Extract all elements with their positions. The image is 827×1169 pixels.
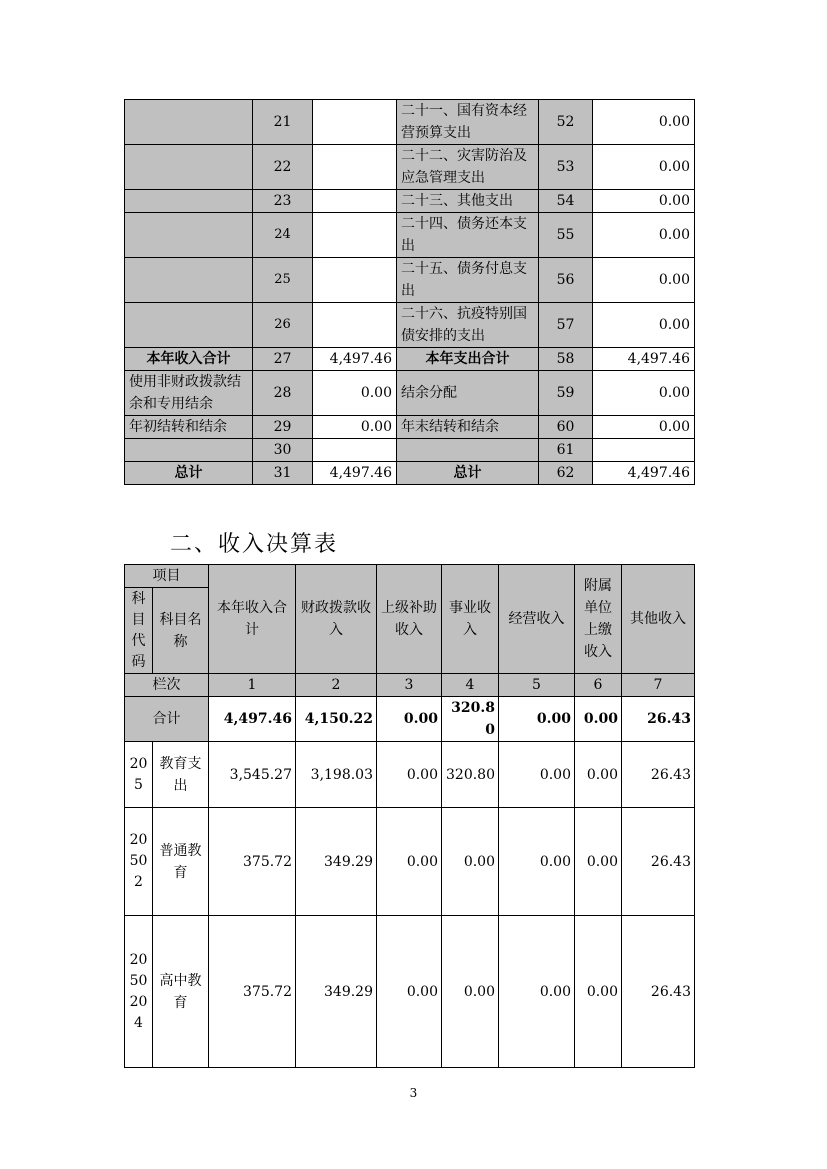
cell-value: 3,198.03 [296, 742, 377, 808]
left-row-number: 26 [253, 303, 313, 348]
left-row-number: 24 [253, 213, 313, 258]
table-row [125, 213, 695, 258]
left-item-label [125, 213, 253, 258]
right-item-label: 年末结转和结余 [397, 416, 539, 439]
column-header: 上级补助收入 [377, 565, 442, 674]
subject-code: 20502 [125, 808, 153, 916]
cell-value: 26.43 [622, 916, 695, 1068]
section-title: 二、收入决算表 [170, 532, 339, 557]
right-amount: 0.00 [593, 303, 695, 348]
right-row-number: 61 [539, 439, 593, 462]
left-item-label [125, 145, 253, 190]
left-item-label: 总计 [125, 462, 253, 485]
left-amount [313, 258, 397, 303]
cell-value: 0.00 [442, 916, 499, 1068]
left-row-number: 25 [253, 258, 313, 303]
cell-value: 0.00 [575, 742, 622, 808]
column-number: 7 [622, 674, 695, 697]
left-row-number: 29 [253, 416, 313, 439]
total-value: 0.00 [575, 697, 622, 742]
left-row-number: 31 [253, 462, 313, 485]
table-row [125, 190, 695, 213]
right-amount: 0.00 [593, 190, 695, 213]
cell-value: 26.43 [622, 742, 695, 808]
column-number-row [125, 674, 695, 697]
left-amount [313, 100, 397, 145]
left-row-number: 23 [253, 190, 313, 213]
total-value: 26.43 [622, 697, 695, 742]
left-item-label [125, 439, 253, 462]
right-row-number: 62 [539, 462, 593, 485]
total-value: 320.80 [442, 697, 499, 742]
left-amount: 4,497.46 [313, 462, 397, 485]
left-row-number: 30 [253, 439, 313, 462]
right-amount: 0.00 [593, 100, 695, 145]
column-header: 其他收入 [622, 565, 695, 674]
total-value: 0.00 [377, 697, 442, 742]
project-header: 项目 [125, 565, 209, 588]
table-row [125, 462, 695, 485]
subject-name: 教育支出 [153, 742, 209, 808]
cell-value: 349.29 [296, 916, 377, 1068]
left-amount [313, 145, 397, 190]
total-label: 合计 [125, 697, 209, 742]
column-number: 5 [499, 674, 575, 697]
right-item-label: 结余分配 [397, 371, 539, 416]
table-row [125, 258, 695, 303]
left-amount [313, 213, 397, 258]
column-header: 本年收入合计 [209, 565, 296, 674]
left-item-label: 本年收入合计 [125, 348, 253, 371]
table-row [125, 303, 695, 348]
right-row-number: 58 [539, 348, 593, 371]
left-row-number: 27 [253, 348, 313, 371]
income-final-accounts-table [124, 564, 695, 1068]
right-amount: 0.00 [593, 416, 695, 439]
table-row [125, 348, 695, 371]
right-item-label: 二十三、其他支出 [397, 190, 539, 213]
column-number-label: 栏次 [125, 674, 209, 697]
left-amount [313, 303, 397, 348]
column-number: 1 [209, 674, 296, 697]
left-row-number: 21 [253, 100, 313, 145]
cell-value: 0.00 [377, 808, 442, 916]
left-item-label [125, 190, 253, 213]
left-row-number: 22 [253, 145, 313, 190]
column-number: 2 [296, 674, 377, 697]
right-row-number: 60 [539, 416, 593, 439]
right-item-label: 本年支出合计 [397, 348, 539, 371]
right-row-number: 54 [539, 190, 593, 213]
subject-name: 高中教育 [153, 916, 209, 1068]
right-row-number: 53 [539, 145, 593, 190]
table-row [125, 439, 695, 462]
cell-value: 0.00 [377, 742, 442, 808]
total-value: 0.00 [499, 697, 575, 742]
table-row [125, 145, 695, 190]
left-item-label [125, 100, 253, 145]
cell-value: 0.00 [377, 916, 442, 1068]
total-row [125, 697, 695, 742]
right-item-label: 二十二、灾害防治及应急管理支出 [397, 145, 539, 190]
right-row-number: 57 [539, 303, 593, 348]
right-amount [593, 439, 695, 462]
right-item-label: 二十六、抗疫特别国债安排的支出 [397, 303, 539, 348]
right-item-label: 二十五、债务付息支出 [397, 258, 539, 303]
left-amount: 4,497.46 [313, 348, 397, 371]
left-item-label: 使用非财政拨款结余和专用结余 [125, 371, 253, 416]
column-number: 4 [442, 674, 499, 697]
cell-value: 375.72 [209, 808, 296, 916]
column-header: 财政拨款收入 [296, 565, 377, 674]
right-amount: 0.00 [593, 371, 695, 416]
cell-value: 3,545.27 [209, 742, 296, 808]
column-number: 3 [377, 674, 442, 697]
cell-value: 0.00 [575, 916, 622, 1068]
subject-code: 205 [125, 742, 153, 808]
subject-name: 普通教育 [153, 808, 209, 916]
right-amount: 0.00 [593, 213, 695, 258]
right-amount: 0.00 [593, 258, 695, 303]
right-item-label: 二十四、债务还本支出 [397, 213, 539, 258]
table-row [125, 916, 695, 1068]
cell-value: 0.00 [499, 916, 575, 1068]
left-item-label [125, 303, 253, 348]
right-amount: 4,497.46 [593, 348, 695, 371]
table-row [125, 371, 695, 416]
left-item-label [125, 258, 253, 303]
name-header: 科目名称 [153, 588, 209, 674]
header-row [125, 565, 695, 588]
right-row-number: 55 [539, 213, 593, 258]
column-header: 经营收入 [499, 565, 575, 674]
right-item-label [397, 439, 539, 462]
cell-value: 375.72 [209, 916, 296, 1068]
column-header: 事业收入 [442, 565, 499, 674]
table-row [125, 416, 695, 439]
cell-value: 0.00 [499, 742, 575, 808]
cell-value: 26.43 [622, 808, 695, 916]
left-row-number: 28 [253, 371, 313, 416]
right-item-label: 总计 [397, 462, 539, 485]
column-header: 附属单位上缴收入 [575, 565, 622, 674]
cell-value: 320.80 [442, 742, 499, 808]
column-number: 6 [575, 674, 622, 697]
right-row-number: 52 [539, 100, 593, 145]
right-row-number: 56 [539, 258, 593, 303]
cell-value: 0.00 [442, 808, 499, 916]
table-row [125, 742, 695, 808]
left-amount: 0.00 [313, 371, 397, 416]
code-header: 科目代码 [125, 588, 153, 674]
page-number: 3 [409, 1086, 418, 1100]
table-row [125, 808, 695, 916]
total-value: 4,150.22 [296, 697, 377, 742]
right-item-label: 二十一、国有资本经营预算支出 [397, 100, 539, 145]
left-amount [313, 190, 397, 213]
left-amount: 0.00 [313, 416, 397, 439]
left-item-label: 年初结转和结余 [125, 416, 253, 439]
right-amount: 0.00 [593, 145, 695, 190]
cell-value: 349.29 [296, 808, 377, 916]
total-value: 4,497.46 [209, 697, 296, 742]
left-amount [313, 439, 397, 462]
cell-value: 0.00 [499, 808, 575, 916]
income-expenditure-summary-table [124, 99, 695, 485]
subject-code: 2050204 [125, 916, 153, 1068]
cell-value: 0.00 [575, 808, 622, 916]
right-row-number: 59 [539, 371, 593, 416]
right-amount: 4,497.46 [593, 462, 695, 485]
table-row [125, 100, 695, 145]
